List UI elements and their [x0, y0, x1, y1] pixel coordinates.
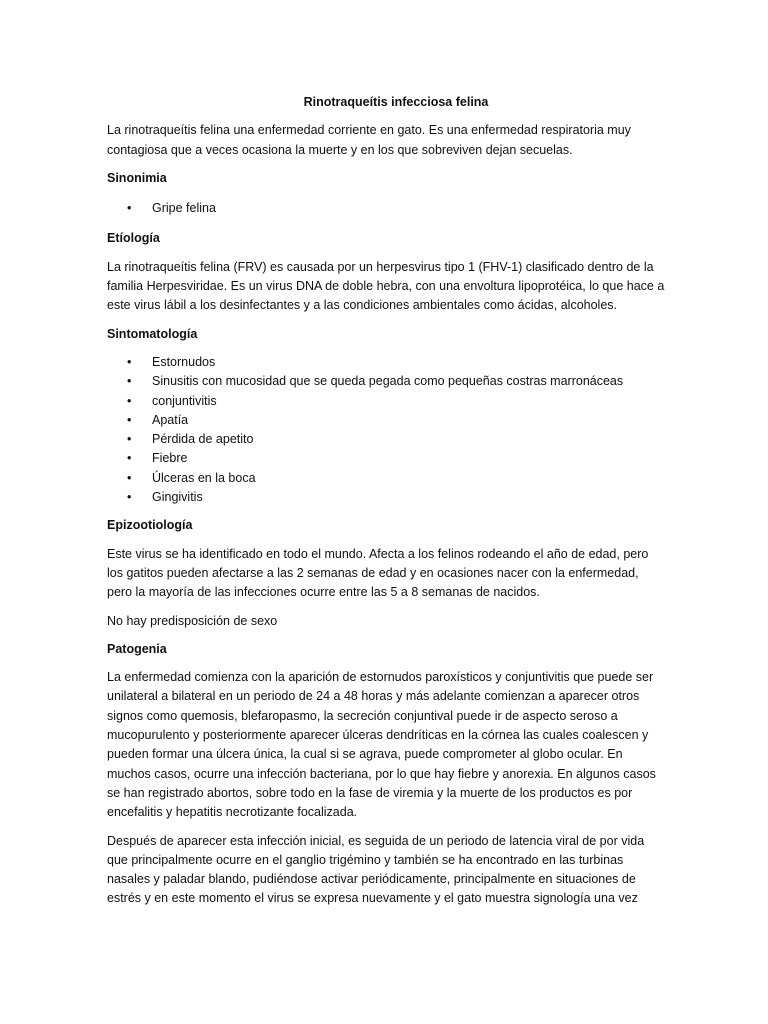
patogenia-paragraph-2: Después de aparecer esta infección inicial, es seguida de un periodo de latencia viral de por vida que principalmente ocurre en el ganglio trigémino y también se ha encontrado en las turbinas nasales y paladar blando, pudiéndose activar periódicamente, principalmente en situaciones de estrés y en este momento el virus se expresa nuevamente y el gato muestra signología una vez	[107, 833, 645, 906]
list-item: • Gingivitis	[107, 488, 667, 507]
list-item: • Apatía	[107, 411, 667, 430]
list-item: • Fiebre	[107, 449, 667, 468]
heading-sintomatologia: Sintomatología	[107, 326, 198, 341]
heading-epizootiologia: Epizootiología	[107, 518, 193, 533]
bullet-icon: •	[127, 470, 132, 485]
list-item: • Gripe felina	[107, 199, 667, 218]
etiologia-paragraph: La rinotraqueítis felina (FRV) es causada por un herpesvirus tipo 1 (FHV-1) clasificado dentro de la familia Herpesviridae. Es un virus DNA de doble hebra, con una envoltura lipoprotéica, lo que hace a este virus lábil a los desinfectantes y a las condiciones ambientales como ácidas, alcoholes.	[107, 259, 665, 313]
document-body	[107, 93, 667, 918]
sintomatologia-list	[107, 353, 667, 507]
bullet-icon: •	[127, 432, 132, 447]
list-item: • conjuntivitis	[107, 392, 667, 411]
intro-paragraph: La rinotraqueítis felina una enfermedad corriente en gato. Es una enfermedad respiratoria muy contagiosa que a veces ocasiona la muerte y en los que sobreviven dejan secuelas.	[107, 123, 631, 157]
list-item: • Estornudos	[107, 353, 667, 372]
sex-predisposition-note: No hay predisposición de sexo	[107, 613, 278, 628]
bullet-icon: •	[127, 490, 132, 505]
epizootiologia-paragraph: Este virus se ha identificado en todo el mundo. Afecta a los felinos rodeando el año de edad, pero los gatitos pueden afectarse a las 2 semanas de edad y en ocasiones nacer con la enfermedad, pero la mayoría de las infecciones ocurre entre las 5 a 8 semanas de nacidos.	[107, 546, 649, 600]
bullet-icon: •	[127, 451, 132, 466]
list-item: • Sinusitis con mucosidad que se queda pegada como pequeñas costras marronáceas	[107, 372, 667, 391]
bullet-icon: •	[127, 354, 132, 369]
bullet-icon: •	[127, 374, 132, 389]
list-item: • Úlceras en la boca	[107, 469, 667, 488]
bullet-icon: •	[127, 393, 132, 408]
bullet-icon: •	[127, 412, 132, 427]
heading-patogenia: Patogenia	[107, 641, 167, 656]
list-item: • Pérdida de apetito	[107, 430, 667, 449]
heading-etiologia: Etíología	[107, 231, 160, 246]
sinonimia-list	[107, 199, 667, 218]
document-title: Rinotraqueítis infecciosa felina	[303, 95, 489, 109]
bullet-icon: •	[127, 201, 132, 216]
patogenia-paragraph-1: La enfermedad comienza con la aparición de estornudos paroxísticos y conjuntivitis que puede ser unilateral a bilateral en un periodo de 24 a 48 horas y más adelante comienzan a aparecer otros signos como quemosis, blefaropasmo, la secreción conjuntival puede ir de aspecto seroso a mucopurulento y posteriormente aparecer úlceras dendríticas en la córnea las cuales coalescen y pueden formar una úlcera única, la cual si se agrava, puede comprometer al globo ocular. En muchos casos, ocurre una infección bacteriana, por lo que hay fiebre y anorexia. En algunos casos se han registrado abortos, sobre todo en la fase de viremia y la muerte de los productos es por encefalitis y hepatitis necrotizante focalizada.	[107, 670, 656, 820]
heading-sinonimia: Sinonimia	[107, 170, 167, 185]
